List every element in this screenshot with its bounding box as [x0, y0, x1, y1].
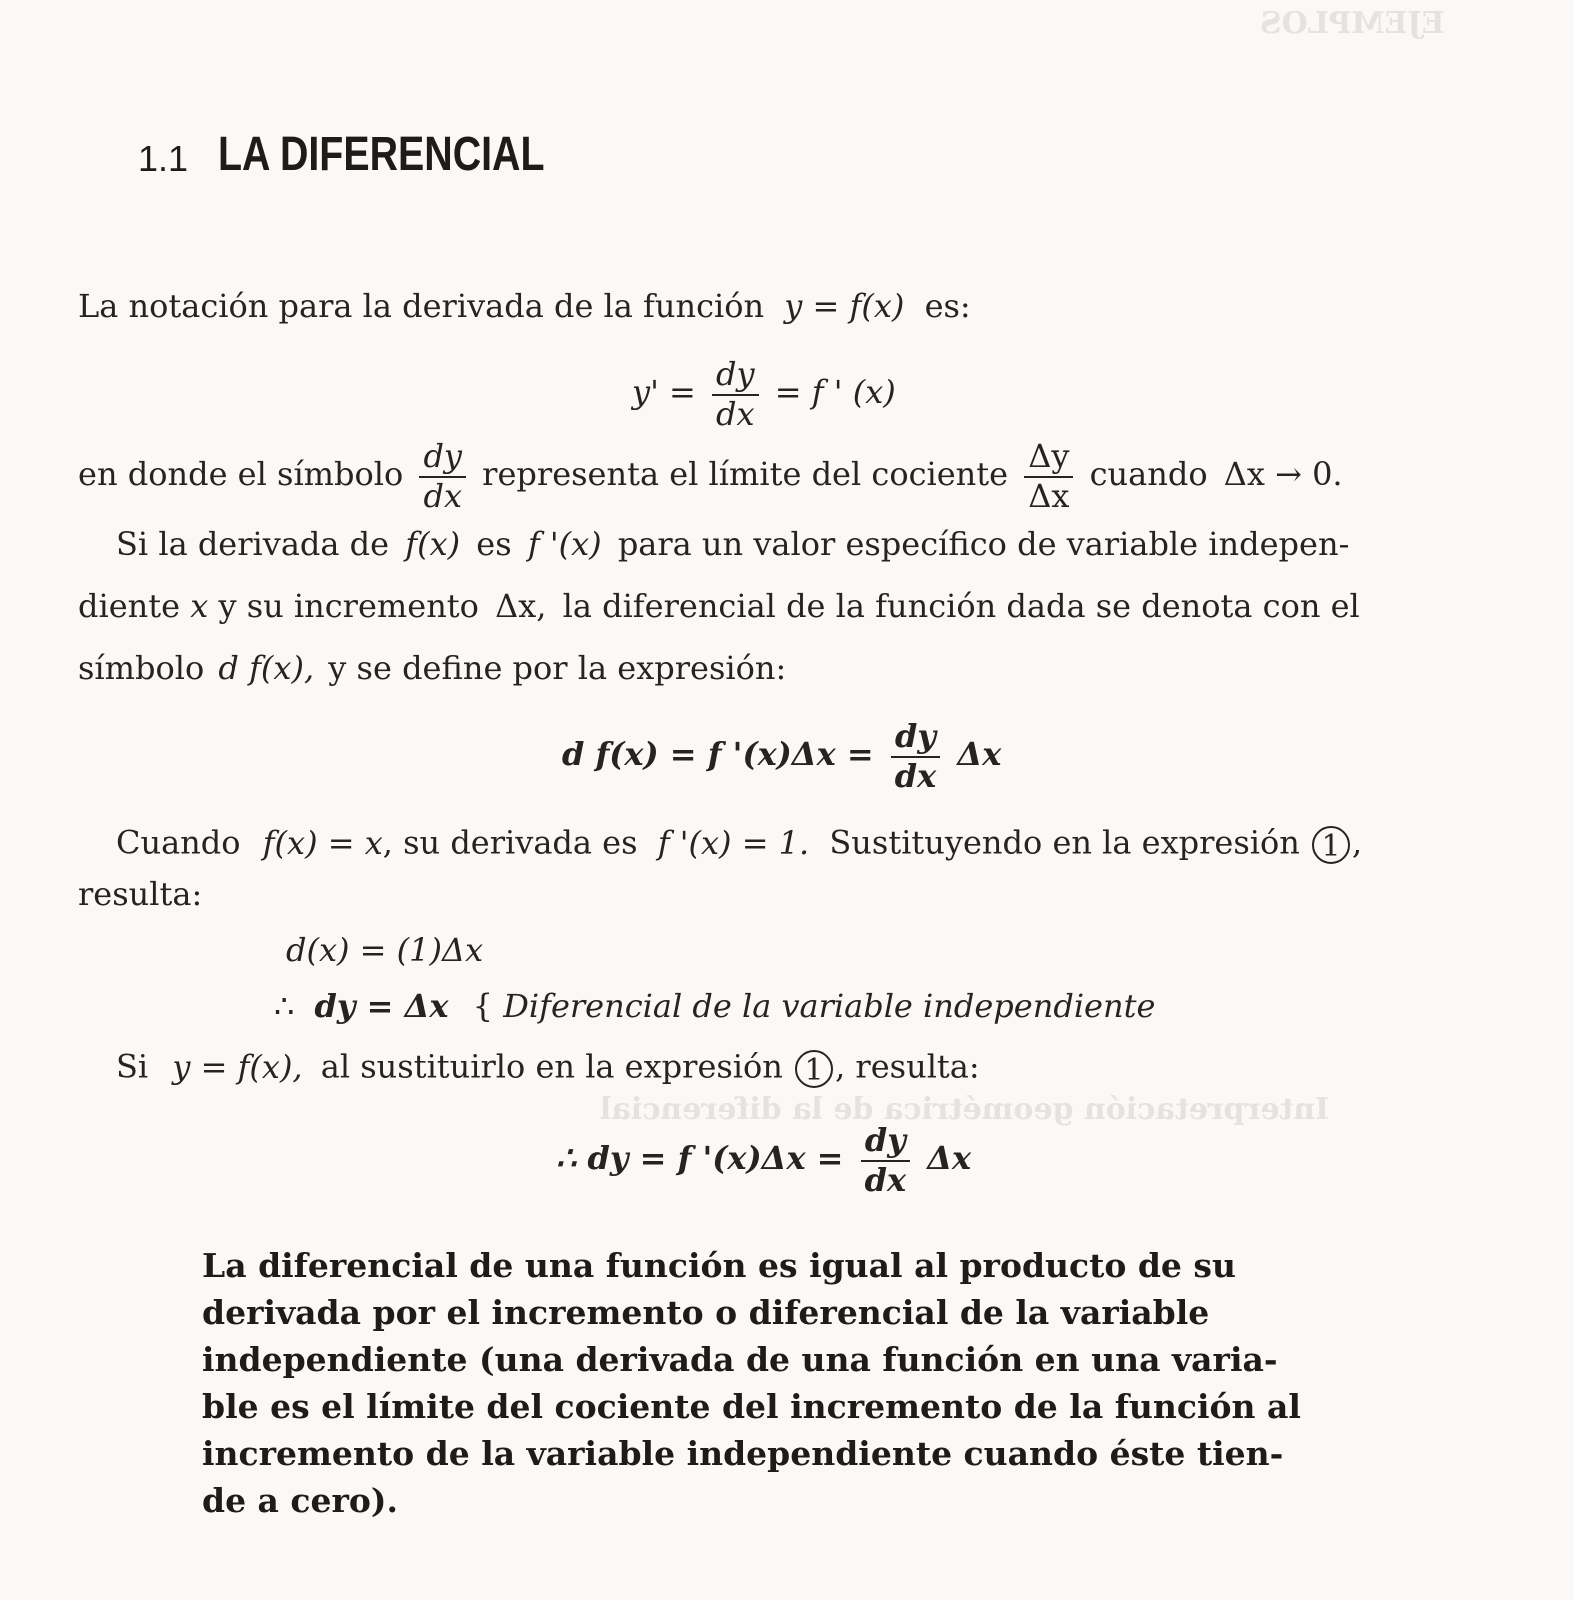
equation-differential-definition: d f(x) = f '(x)Δx = $\frac{dy}{dx}$ Δx: [562, 717, 1002, 795]
fraction-dy-dx: $\frac{dy}{dx}$: [712, 358, 759, 431]
paragraph-resulta: resulta:: [78, 875, 203, 913]
paragraph-definition-line-3: símbolo d f(x), y se define por la expresión:: [78, 649, 787, 687]
paragraph-substitution: Si y = f(x), al sustituirlo en la expresión 1 , resulta:: [116, 1047, 980, 1088]
equation-ref-circle-1b: 1: [795, 1050, 833, 1088]
paragraph-symbol-meaning: en donde el símbolo $\frac{dy}{dx}$ representa el límite del cociente $\frac{\Delta y}{\Delta x}$ cuando Δx → 0.: [78, 437, 1343, 515]
definition-line: La diferencial de una función es igual al producto de su: [202, 1246, 1236, 1285]
equation-dy-result: ∴ dy = f '(x)Δx = $\frac{dy}{dx}$ Δx: [556, 1121, 972, 1199]
definition-line: ble es el límite del cociente del incremento de la función al: [202, 1387, 1301, 1426]
math-y-equals-fx: y = f(x): [784, 287, 905, 325]
definition-line: independiente (una derivada de una función en una varia-: [202, 1340, 1278, 1379]
bleed-through-heading: EJEMPLOS: [1260, 6, 1445, 41]
fraction-delta-y-delta-x: $\frac{\Delta y}{\Delta x}$: [1024, 440, 1073, 513]
fraction-dy-dx-bold: $\frac{dy}{dx}$: [891, 720, 940, 793]
equation-derivative-notation: y' = $\frac{dy}{dx}$ = f ' (x): [632, 355, 896, 433]
definition-line: de a cero).: [202, 1481, 399, 1520]
paragraph-definition-line-2: diente x y su incremento Δx, la diferencial de la función dada se denota con el: [78, 587, 1360, 625]
section-title: LA DIFERENCIAL: [218, 128, 545, 181]
equation-dy-equals-delta-x: ∴ dy = Δx { Diferencial de la variable independiente: [274, 987, 1156, 1025]
paragraph-intro: La notación para la derivada de la función y = f(x) es:: [78, 287, 971, 325]
fraction-dy-dx-bold-2: $\frac{dy}{dx}$: [861, 1124, 910, 1197]
fraction-dy-dx-inline: $\frac{dy}{dx}$: [419, 440, 466, 513]
equation-d-of-x: d(x) = (1)Δx: [286, 931, 484, 969]
equation-ref-circle-1: 1: [1312, 826, 1350, 864]
definition-line: incremento de la variable independiente cuando éste tien-: [202, 1434, 1284, 1473]
section-number: 1.1: [138, 138, 189, 179]
note-variable-independent: Diferencial de la variable independiente: [503, 987, 1156, 1025]
paragraph-definition-line-1: Si la derivada de f(x) es f '(x) para un valor específico de variable indepen-: [116, 525, 1350, 563]
bleed-through-subheading: Interpretación geométrica de la diferencial: [600, 1092, 1330, 1127]
paragraph-case-fx-equals-x: Cuando f(x) = x, su derivada es f '(x) = 1. Sustituyendo en la expresión 1 ,: [116, 823, 1363, 864]
definition-line: derivada por el incremento o diferencial de la variable: [202, 1293, 1210, 1332]
definition-block: [202, 1242, 1301, 1524]
math-delta-x-to-zero: Δx → 0.: [1223, 455, 1343, 494]
